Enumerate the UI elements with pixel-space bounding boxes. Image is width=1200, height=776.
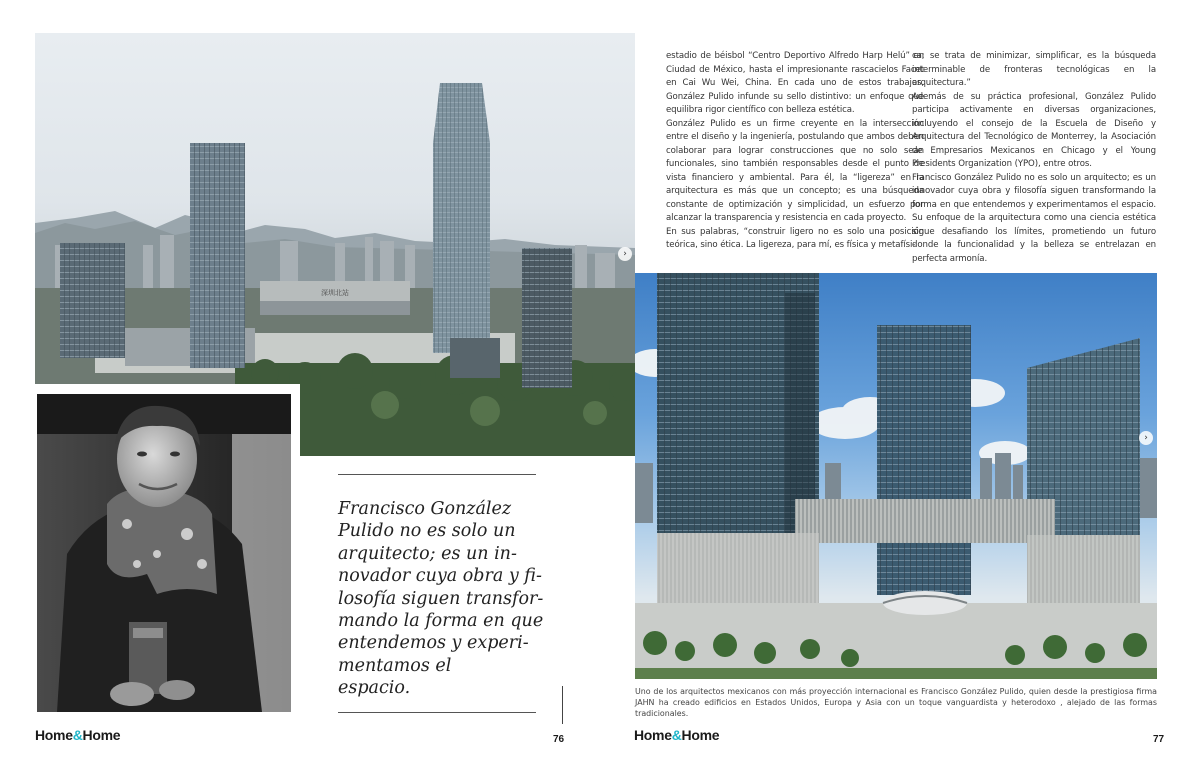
paragraph: En sus palabras, “construir ligero no es solo una posición teórica, sino ética. La ligereza, para mí, es física y metafísi- [666,226,924,250]
brand-logo: Home&Home [35,727,121,743]
chevron-right-icon: › [623,249,627,259]
paragraph: ca; se trata de minimizar, simplificar, es la búsqueda interminable de fronteras tecnológicas en la arquitectura.” [912,51,1156,88]
architect-portrait-photo [37,394,291,712]
towers-photo [635,273,1157,679]
station-sign: 深圳北站 [321,289,349,297]
paragraph: Además de su práctica profesional, González Pulido participa activamente en diversas organizaciones, incluyendo el consejo de la Escuela de Diseño y Arquitectura del Tecnológico de Monterrey, la Asociación de Empresarios Mexicanos en Chicago y el Young Presidents Organization (YPO), entre otros. [912,91,1156,169]
body-column-1 [666,50,924,253]
paragraph: Francisco González Pulido no es solo un arquitecto; es un innovador cuya obra y filosofía siguen transformando la forma en que entendemos y experimentamos el espacio. Su enfoque de la arquitectura como una ciencia estética sigue desafiando los límites, prometiendo un futuro donde la funcionalidad y la belleza se entrelazan en perfecta armonía. [912,172,1156,264]
paragraph: González Pulido es un firme creyente en la intersección entre el diseño y la ingeniería, postulando que ambos deben colaborar para lograr construcciones que no solo sean funcionales, sino también responsables desde el punto de vista financiero y ambiental. Para él, la “ligereza” en la arquitectura es más que un concepto; es una búsqueda constante de optimización y simplicidad, un esfuerzo por alcanzar la transparencia y resistencia en cada proyecto. [666,118,924,223]
next-image-button-2[interactable] [1139,431,1153,445]
divider-line [562,686,563,724]
page-number: 76 [553,734,565,745]
quote-top-rule [338,474,536,475]
brand-logo: Home&Home [634,727,720,743]
pull-quote: Francisco González Pulido no es solo un arquitecto; es un in- novador cuya obra y fi- losofía siguen transfor- mando la forma en que entendemos y experi- mentamos el espacio. [338,499,544,699]
chevron-right-icon: › [1144,433,1148,443]
photo-caption: Uno de los arquitectos mexicanos con más proyección internacional es Francisco González Pulido, quien desde la prestigiosa firma JAHN ha creado edificios en Estados Unidos, Europa y Asia con un toque vanguardista y heterodoxo , alejado de las formas tradicionales. [635,687,1157,718]
paragraph: estadio de béisbol “Centro Deportivo Alfredo Harp Helú” en Ciudad de México, hasta el impresionante rascacielos Facet en Cai Wu Wei, China. En cada uno de estos trabajos, González Pulido infunde su sello distintivo: un enfoque que equilibra rigor científico con belleza estética. [666,51,924,115]
quote-bottom-rule [338,712,536,713]
page-number: 77 [1153,734,1165,745]
next-image-button[interactable] [618,247,632,261]
body-column-2 [912,50,1156,266]
